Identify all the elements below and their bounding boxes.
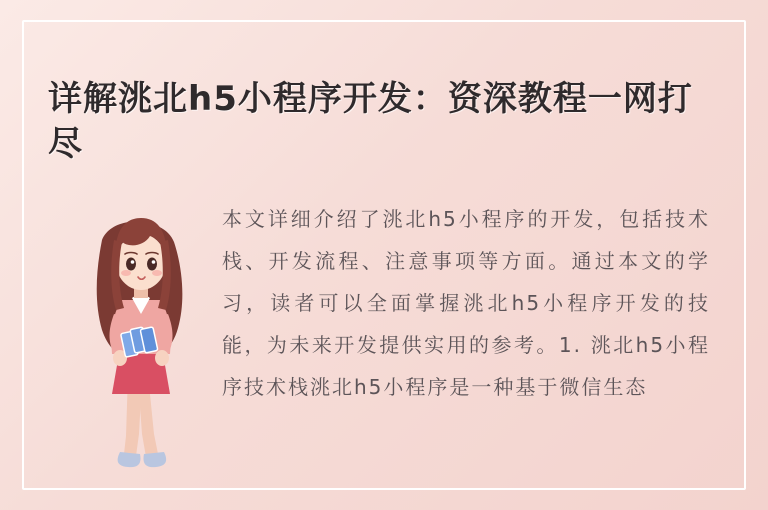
body-paragraph: 本文详细介绍了洮北h5小程序的开发，包括技术栈、开发流程、注意事项等方面。通过本文的学习，读者可以全面掌握洮北h5小程序开发的技能，为未来开发提供实用的参考。1. 洮北h5小程序技术栈洮北h5小程序是一种基于微信生态 <box>222 207 710 399</box>
poster-inner-frame <box>30 28 738 482</box>
illustration <box>66 178 216 488</box>
anime-girl-illustration <box>66 178 216 488</box>
page-title: 详解洮北h5小程序开发：资深教程一网打尽 <box>48 78 693 165</box>
